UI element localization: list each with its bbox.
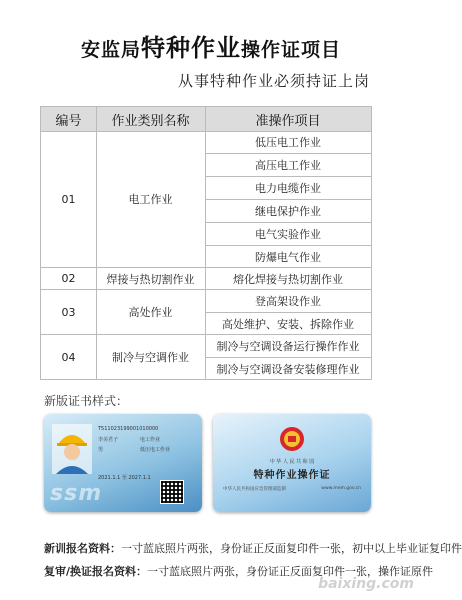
group-category: 制冷与空调作业	[112, 351, 189, 364]
item-cell: 高处维护、安装、拆除作业	[222, 317, 354, 331]
qr-code-icon	[160, 480, 184, 504]
title-part3: 操作证项目	[241, 39, 342, 61]
item-cell: 防爆电气作业	[255, 250, 321, 264]
group-id: 02	[61, 272, 76, 285]
card-gender: 男	[98, 447, 104, 453]
card-item: 低压电工作业	[140, 447, 171, 453]
title-part2: 特种作业	[141, 34, 241, 62]
card-cert-no: T511023199001010000	[98, 426, 159, 432]
group-id: 01	[61, 192, 76, 206]
page-title	[0, 28, 422, 63]
cards-label: 新版证书样式：	[44, 394, 129, 408]
card-country: 中 华 人 民 共 和 国	[269, 459, 315, 465]
certificate-front-card	[44, 414, 202, 512]
item-cell: 登高架设作业	[255, 295, 321, 308]
certificate-back-card	[213, 414, 371, 512]
site-watermark: baixing.com	[318, 576, 414, 592]
group-category: 焊接与热切割作业	[106, 272, 195, 286]
national-emblem-icon	[279, 426, 305, 452]
card-site: www.mem.gov.cn	[321, 486, 361, 491]
title-part1: 安监局	[80, 39, 141, 61]
card-valid: 2021.1.1 至 2027.1.1	[98, 475, 151, 481]
item-cell: 制冷与空调设备运行操作作业	[216, 340, 360, 353]
page-subtitle: 从事特种作业必须持证上岗	[177, 72, 370, 90]
footer-text-renew: 一寸蓝底照片两张，身份证正反面复印件一张，操作证原件	[147, 565, 434, 578]
item-cell: 电力电缆作业	[255, 182, 321, 195]
group-category: 电工作业	[128, 193, 173, 206]
item-cell: 熔化焊接与热切割作业	[233, 272, 343, 286]
worker-avatar-icon	[52, 424, 92, 474]
group-id: 04	[61, 350, 76, 364]
header-category: 作业类别名称	[111, 113, 190, 129]
item-cell: 继电保护作业	[255, 205, 321, 218]
item-cell: 制冷与空调设备安装修理作业	[216, 362, 360, 376]
footer-line-new	[44, 540, 462, 556]
footer-text-new: 一寸蓝底照片两张，身份证正反面复印件一张，初中以上毕业证复印件	[121, 542, 462, 555]
footer-label-new: 新训报名资料：	[44, 542, 121, 555]
card-title: 特种作业操作证	[253, 470, 331, 481]
operation-table	[40, 106, 372, 380]
card-name: 李美君子	[98, 437, 119, 443]
card-job: 电工作业	[140, 437, 161, 443]
header-items: 准操作项目	[255, 113, 321, 129]
item-cell: 电气实验作业	[255, 228, 321, 241]
group-id: 03	[61, 305, 76, 319]
footer-label-renew: 复审/换证报名资料：	[44, 565, 148, 578]
group-category: 高处作业	[128, 306, 173, 319]
card-issuer: 中华人民共和国应急管理部监制	[223, 487, 286, 492]
card-watermark: ssm	[50, 481, 103, 506]
item-cell: 高压电工作业	[255, 159, 321, 172]
item-cell: 低压电工作业	[255, 136, 321, 149]
header-id: 编号	[55, 113, 82, 129]
